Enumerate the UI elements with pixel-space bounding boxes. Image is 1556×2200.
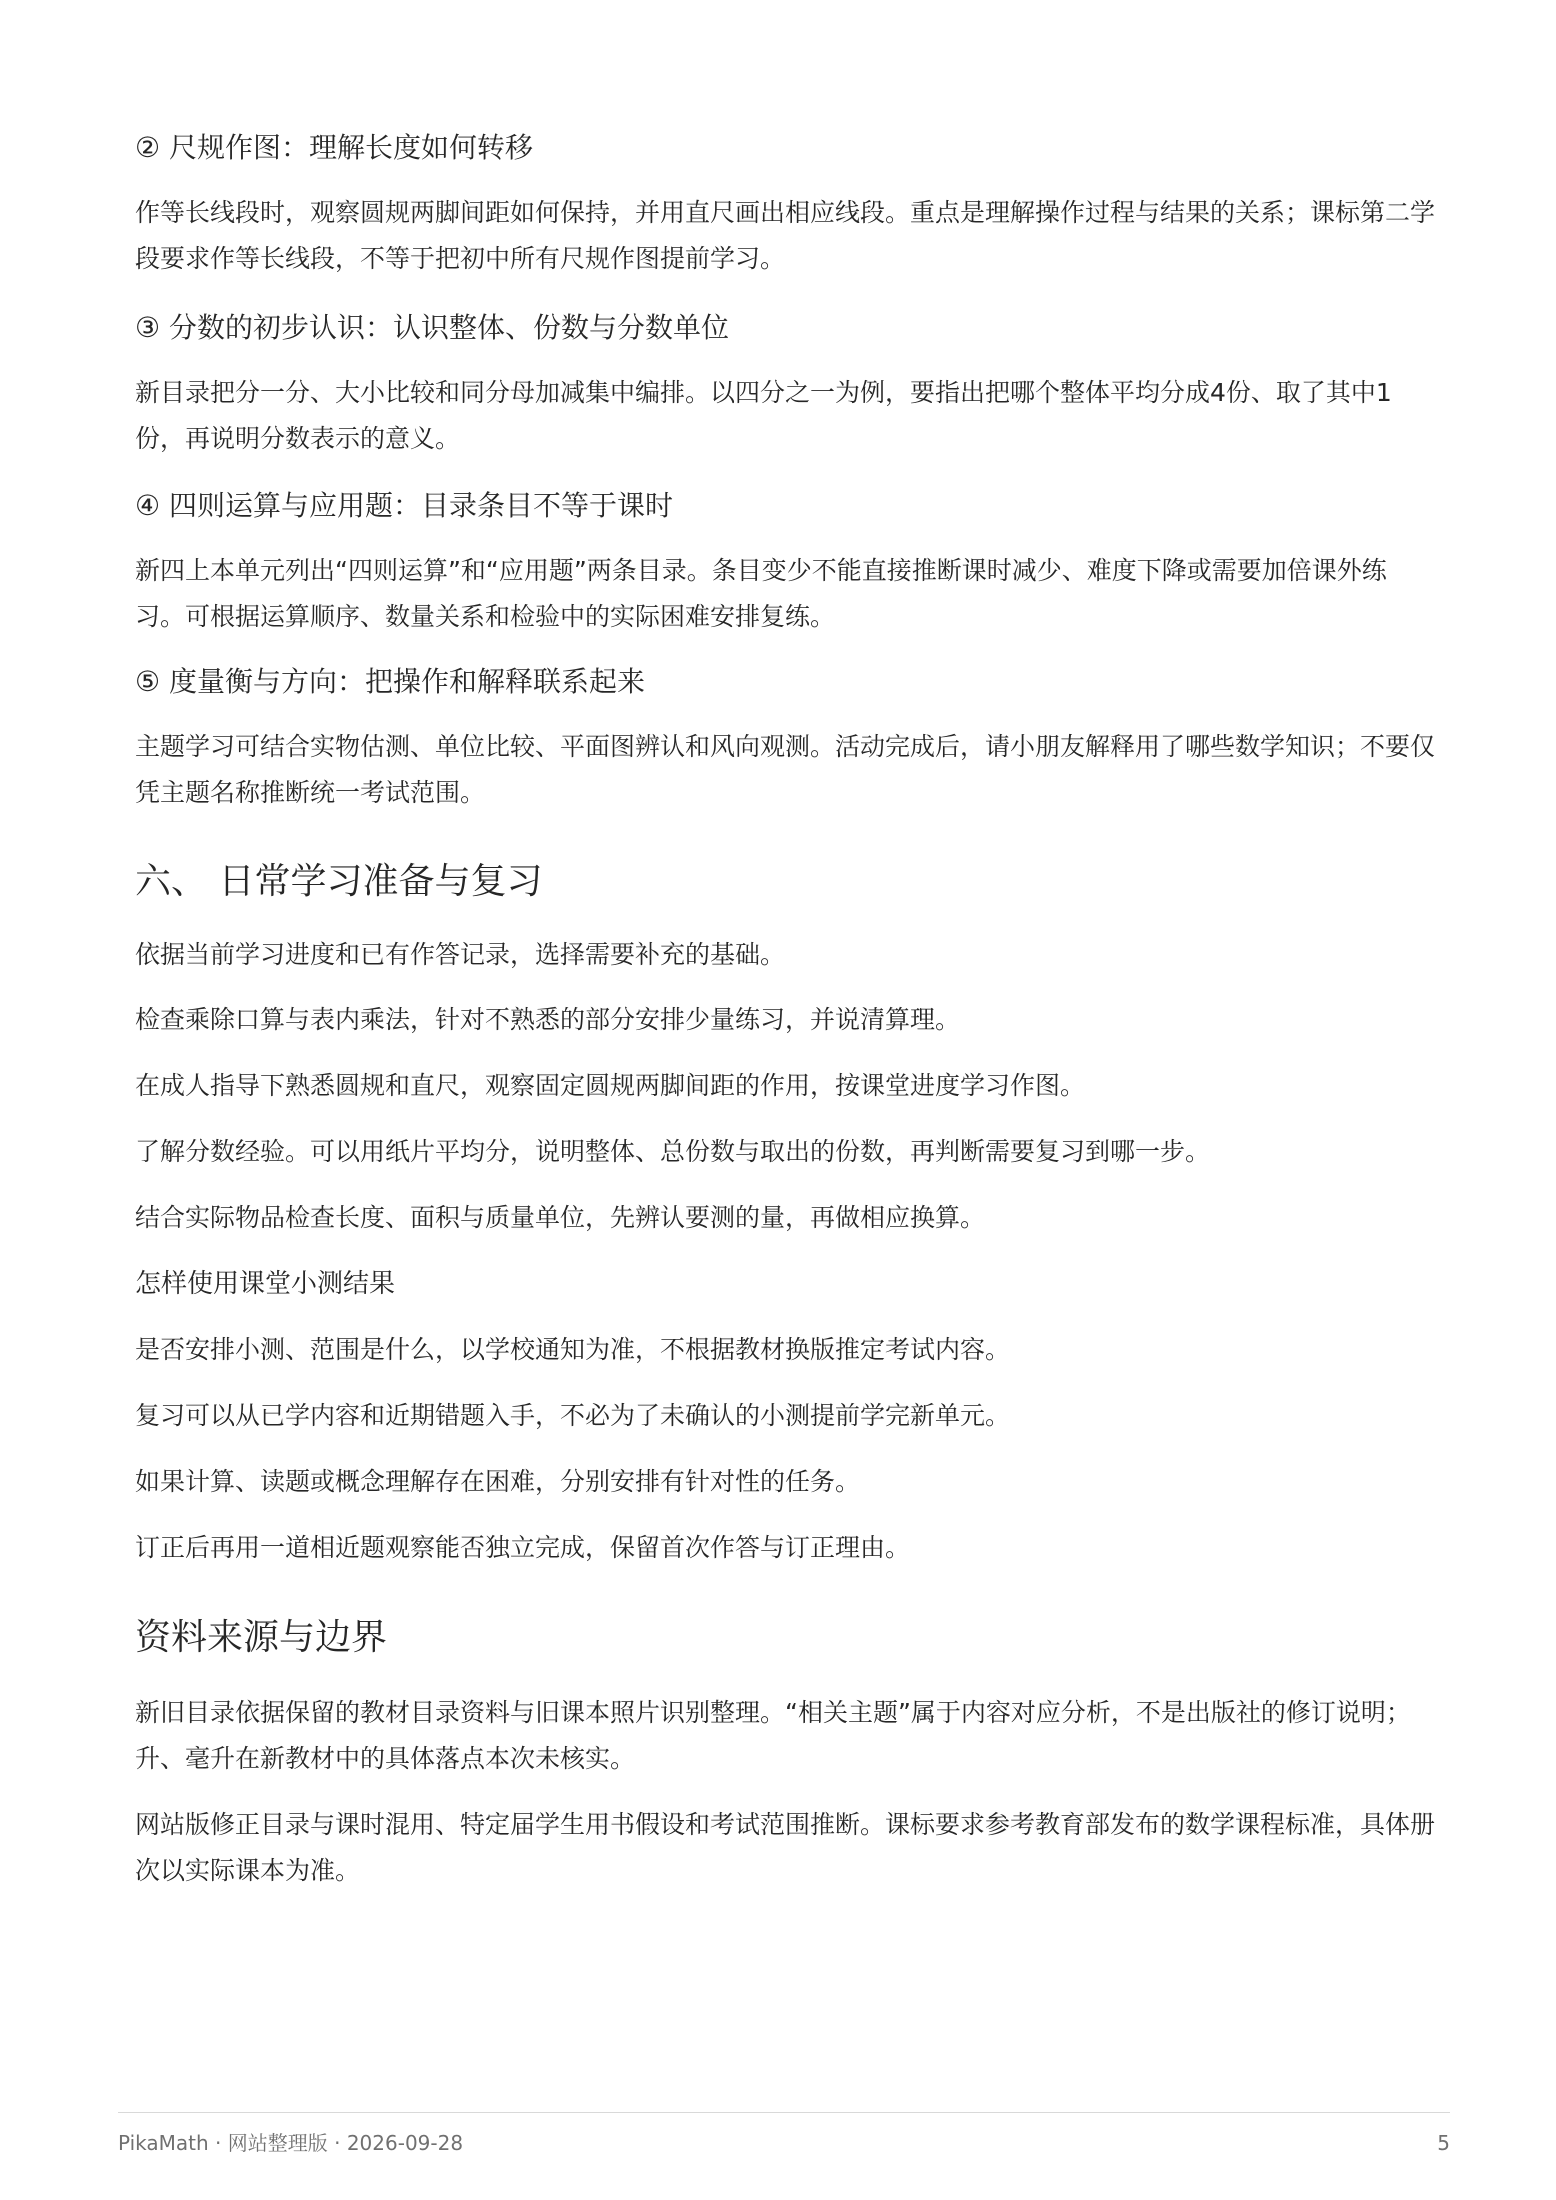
list-item: 依据当前学习进度和已有作答记录，选择需要补充的基础。 [135, 940, 786, 969]
subsection-title-measurement: ⑤ 度量衡与方向：把操作和解释联系起来 [135, 665, 646, 698]
paragraph-fractions: 新目录把分一分、大小比较和同分母加减集中编排。以四分之一为例，要指出把哪个整体平均分成4份、取了其中1份，再说明分数表示的意义。 [135, 378, 1392, 453]
subsection-title-ruler-compass: ② 尺规作图：理解长度如何转移 [135, 131, 534, 164]
document-page [135, 0, 1450, 2200]
subsection-title-fractions: ③ 分数的初步认识：认识整体、份数与分数单位 [135, 311, 730, 344]
list-item: 订正后再用一道相近题观察能否独立完成，保留首次作答与订正理由。 [135, 1533, 911, 1562]
page-number: 5 [1437, 2131, 1450, 2155]
list-item: 在成人指导下熟悉圆规和直尺，观察固定圆规两脚间距的作用，按课堂进度学习作图。 [135, 1071, 1086, 1100]
paragraph-sources-2: 网站版修正目录与课时混用、特定届学生用书假设和考试范围推断。课标要求参考教育部发布的数学课程标准，具体册次以实际课本为准。 [135, 1810, 1436, 1885]
subsection-title-quiz: 怎样使用课堂小测结果 [135, 1269, 396, 1299]
list-item: 检查乘除口算与表内乘法，针对不熟悉的部分安排少量练习，并说清算理。 [135, 1005, 961, 1034]
paragraph-sources-1: 新旧目录依据保留的教材目录资料与旧课本照片识别整理。“相关主题”属于内容对应分析，不是出版社的修订说明；升、毫升在新教材中的具体落点本次未核实。 [135, 1698, 1411, 1773]
section-title-sources: 资料来源与边界 [135, 1617, 388, 1658]
footer-divider [118, 2112, 1450, 2113]
paragraph-ruler-compass: 作等长线段时，观察圆规两脚间距如何保持，并用直尺画出相应线段。重点是理解操作过程与结果的关系；课标第二学段要求作等长线段，不等于把初中所有尺规作图提前学习。 [135, 198, 1436, 273]
list-item: 是否安排小测、范围是什么，以学校通知为准，不根据教材换版推定考试内容。 [135, 1335, 1011, 1364]
paragraph-measurement: 主题学习可结合实物估测、单位比较、平面图辨认和风向观测。活动完成后，请小朋友解释用了哪些数学知识；不要仅凭主题名称推断统一考试范围。 [135, 732, 1436, 807]
paragraph-operations: 新四上本单元列出“四则运算”和“应用题”两条目录。条目变少不能直接推断课时减少、难度下降或需要加倍课外练习。可根据运算顺序、数量关系和检验中的实际困难安排复练。 [135, 556, 1387, 631]
section-title-daily-review: 六、 日常学习准备与复习 [135, 861, 543, 902]
footer-source: PikaMath · 网站整理版 · 2026-09-28 [118, 2131, 464, 2155]
list-item: 结合实际物品检查长度、面积与质量单位，先辨认要测的量，再做相应换算。 [135, 1203, 986, 1232]
subsection-title-operations: ④ 四则运算与应用题：目录条目不等于课时 [135, 489, 674, 522]
list-item: 了解分数经验。可以用纸片平均分，说明整体、总份数与取出的份数，再判断需要复习到哪一步。 [135, 1137, 1211, 1166]
list-item: 如果计算、读题或概念理解存在困难，分别安排有针对性的任务。 [135, 1467, 861, 1496]
list-item: 复习可以从已学内容和近期错题入手，不必为了未确认的小测提前学完新单元。 [135, 1401, 1011, 1430]
